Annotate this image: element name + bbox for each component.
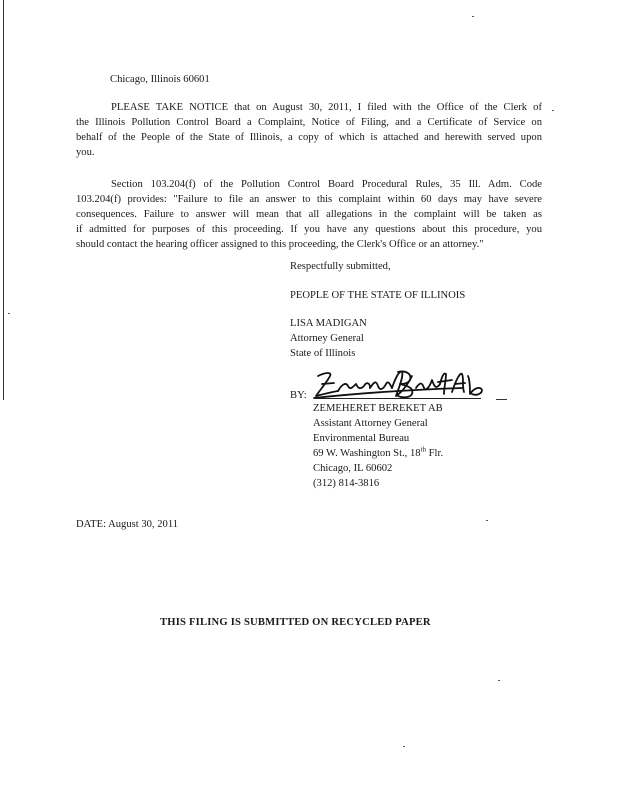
- street-address: [313, 446, 443, 461]
- scan-speck: [403, 746, 405, 747]
- notice-line: you.: [76, 147, 95, 158]
- people-of-illinois: PEOPLE OF THE STATE OF ILLINOIS: [290, 290, 466, 301]
- rules-line: Section 103.204(f) of the Pollution Control Board Procedural Rules, 35 Ill. Adm. Code: [111, 179, 542, 190]
- scan-speck: [8, 313, 10, 314]
- scan-speck: [486, 520, 488, 521]
- scan-speck: [552, 110, 554, 111]
- signature-dash-mark: [496, 399, 507, 400]
- street-address-floor: Flr.: [426, 448, 444, 459]
- bureau-name: Environmental Bureau: [313, 433, 410, 444]
- address-line: Chicago, Illinois 60601: [110, 74, 210, 85]
- handwritten-signature: [312, 366, 490, 402]
- recycled-paper-footer: THIS FILING IS SUBMITTED ON RECYCLED PAPER: [160, 617, 431, 628]
- state-name: State of Illinois: [290, 348, 356, 359]
- attorney-general-title: Attorney General: [290, 333, 364, 344]
- rules-line: should contact the hearing officer assigned to this proceeding, the Clerk's Office or an attorney.": [76, 239, 484, 250]
- scan-speck: [472, 16, 474, 17]
- attorney-general-name: LISA MADIGAN: [290, 318, 367, 329]
- signature-line: [315, 398, 481, 399]
- street-address-main: 69 W. Washington St., 18: [313, 448, 421, 459]
- city-line: Chicago, IL 60602: [313, 463, 393, 474]
- rules-line: if admitted for purposes of this proceeding. If you have any questions about this procedure, you: [76, 224, 542, 235]
- rules-paragraph: [76, 177, 542, 252]
- notice-line: the Illinois Pollution Control Board a Complaint, Notice of Filing, and a Certificate of Service on: [76, 117, 542, 128]
- notice-line: PLEASE TAKE NOTICE that on August 30, 2011, I filed with the Office of the Clerk of: [111, 102, 542, 113]
- respectfully-submitted: Respectfully submitted,: [290, 261, 391, 272]
- left-margin-line: [3, 0, 4, 400]
- scan-speck: [498, 680, 500, 681]
- notice-line: behalf of the People of the State of Illinois, a copy of which is attached and herewith served upon: [76, 132, 542, 143]
- by-label: BY:: [290, 390, 307, 401]
- notice-paragraph: [76, 100, 542, 160]
- date-line: DATE: August 30, 2011: [76, 519, 179, 530]
- signer-title: Assistant Attorney General: [313, 418, 428, 429]
- signer-name: ZEMEHERET BEREKET AB: [313, 403, 443, 414]
- rules-line: consequences. Failure to answer will mean that all allegations in the complaint will be taken as: [76, 209, 542, 220]
- street-address-suffix-sup: th: [420, 445, 427, 454]
- phone-number: (312) 814-3816: [313, 478, 380, 489]
- rules-line: 103.204(f) provides: "Failure to file an answer to this complaint within 60 days may have severe: [76, 194, 542, 205]
